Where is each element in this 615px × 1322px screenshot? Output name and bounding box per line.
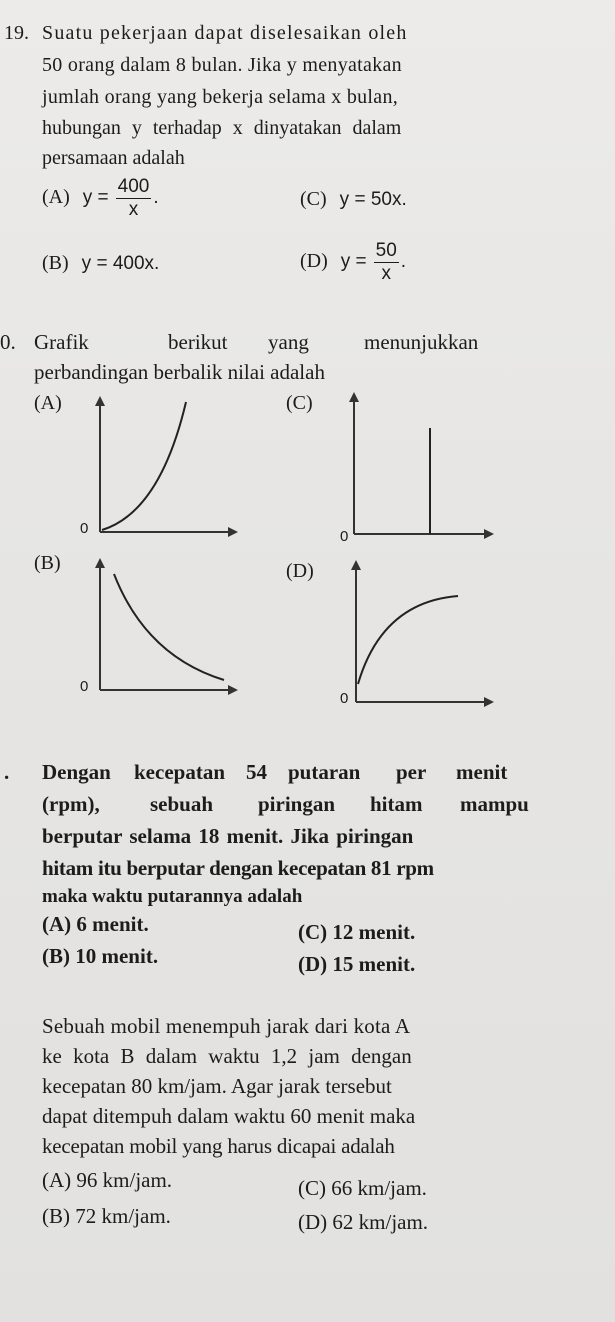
origin-label: 0 — [340, 528, 349, 545]
curve — [114, 574, 224, 680]
question-text-line: berputar selama 18 menit. Jika piringan — [42, 824, 414, 848]
graph-d-plot — [346, 556, 506, 716]
word: kecepatan — [134, 760, 225, 784]
y-axis-arrow-icon — [349, 392, 359, 402]
option-tail: . — [400, 251, 407, 273]
option-c — [300, 188, 407, 211]
graph-a-plot — [90, 392, 250, 552]
option-d: (D) 62 km/jam. — [298, 1210, 429, 1234]
word: (rpm), — [42, 792, 100, 816]
option-b — [42, 252, 159, 275]
option-a — [42, 176, 159, 221]
word: hitam — [370, 792, 423, 816]
question-text-line: maka waktu putarannya adalah — [42, 886, 303, 907]
question-text-line: persamaan adalah — [42, 147, 185, 169]
word: Dengan — [42, 760, 111, 784]
numerator: 400 — [117, 176, 150, 197]
question-text-line: perbandingan berbalik nilai adalah — [34, 360, 325, 384]
option-b: (B) 10 menit. — [42, 944, 159, 968]
y-axis-arrow-icon — [95, 558, 105, 568]
x-axis-arrow-icon — [228, 527, 238, 537]
graph-label: (B) — [34, 552, 61, 574]
x-axis-arrow-icon — [228, 685, 238, 695]
option-d — [300, 240, 406, 285]
word: piringan — [258, 792, 336, 816]
graph-label: (A) — [34, 392, 62, 414]
numerator: 50 — [375, 240, 397, 261]
question-text-line: hitam itu berputar dengan kecepatan 81 rpm — [42, 856, 434, 880]
question-number: 19. — [4, 22, 29, 44]
word: menit — [456, 760, 508, 784]
graph-c-plot — [346, 386, 506, 556]
word: sebuah — [150, 792, 214, 816]
option-a: (A) 96 km/jam. — [42, 1168, 173, 1192]
option-label: (B) — [42, 252, 69, 274]
option-b: (B) 72 km/jam. — [42, 1204, 171, 1228]
word: mampu — [460, 792, 529, 816]
denominator: x — [128, 199, 139, 220]
question-text-line: kecepatan mobil yang harus dicapai adalah — [42, 1134, 395, 1158]
option-label: (A) — [42, 186, 70, 209]
curve — [358, 596, 458, 684]
option-label: (D) — [300, 250, 328, 273]
origin-label: 0 — [80, 520, 89, 537]
option-a: (A) 6 menit. — [42, 912, 149, 936]
graph-label: (D) — [286, 560, 314, 582]
graph-b-plot — [90, 552, 250, 712]
question-text-line: kecepatan 80 km/jam. Agar jarak tersebut — [42, 1074, 392, 1098]
word: per — [396, 760, 427, 784]
graph-label: (C) — [286, 392, 313, 414]
word: 54 — [246, 760, 267, 784]
word: yang — [268, 330, 309, 354]
x-axis-arrow-icon — [484, 697, 494, 707]
question-text-line: Suatu pekerjaan dapat diselesaikan oleh — [42, 22, 408, 44]
option-tail: . — [153, 187, 159, 209]
option-lhs: y = — [82, 187, 109, 209]
origin-label: 0 — [340, 690, 349, 707]
origin-label: 0 — [80, 678, 89, 695]
question-text-line: Sebuah mobil menempuh jarak dari kota A — [42, 1014, 411, 1038]
question-number: 0. — [0, 330, 16, 354]
curve — [102, 402, 186, 530]
option-expression: y = 400x. — [81, 253, 160, 274]
question-number: . — [4, 760, 10, 784]
denominator: x — [381, 263, 391, 284]
y-axis-arrow-icon — [351, 560, 361, 570]
word: putaran — [288, 760, 361, 784]
question-text-line: 50 orang dalam 8 bulan. Jika y menyatakan — [42, 54, 402, 76]
word: menunjukkan — [364, 330, 479, 354]
question-text-line: dapat ditempuh dalam waktu 60 menit maka — [42, 1104, 416, 1128]
option-label: (C) — [300, 188, 327, 210]
fraction — [116, 176, 152, 221]
option-expression: y = 50x. — [339, 189, 407, 210]
option-d: (D) 15 menit. — [298, 952, 416, 976]
question-text-line: hubungan y terhadap x dinyatakan dalam — [42, 117, 402, 139]
option-lhs: y = — [340, 251, 367, 273]
option-c: (C) 66 km/jam. — [298, 1176, 427, 1200]
word: berikut — [168, 330, 228, 354]
fraction — [374, 240, 399, 285]
word: Grafik — [34, 330, 89, 354]
question-text-line: jumlah orang yang bekerja selama x bulan, — [42, 86, 399, 108]
y-axis-arrow-icon — [95, 396, 105, 406]
x-axis-arrow-icon — [484, 529, 494, 539]
question-text-line: ke kota B dalam waktu 1,2 jam dengan — [42, 1044, 412, 1068]
option-c: (C) 12 menit. — [298, 920, 416, 944]
